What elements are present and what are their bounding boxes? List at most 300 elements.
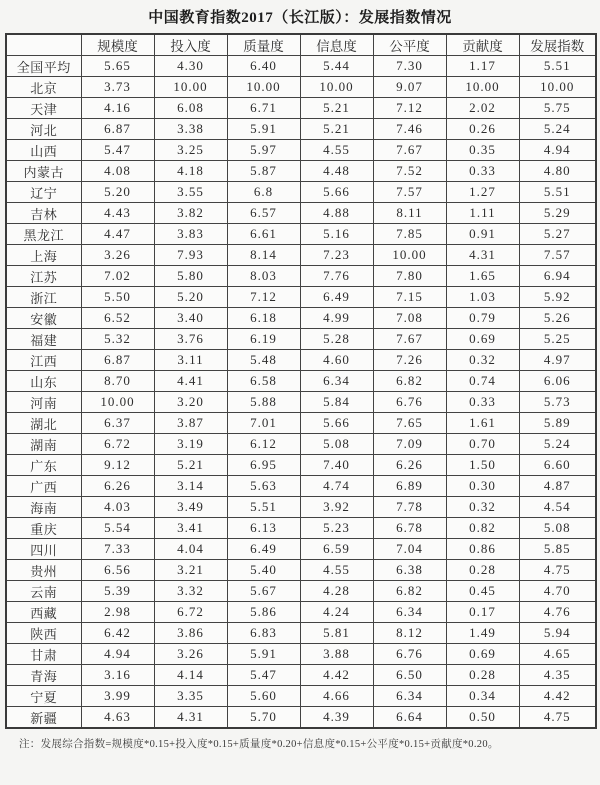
- value-cell: 6.94: [519, 266, 596, 287]
- value-cell: 0.50: [446, 707, 519, 729]
- value-cell: 5.94: [519, 623, 596, 644]
- value-cell: 4.88: [300, 203, 373, 224]
- row-label-cell: 内蒙古: [6, 161, 81, 182]
- value-cell: 6.13: [227, 518, 300, 539]
- table-row: [6, 686, 596, 707]
- value-cell: 0.69: [446, 644, 519, 665]
- value-cell: 7.26: [373, 350, 446, 371]
- value-cell: 3.55: [154, 182, 227, 203]
- value-cell: 4.43: [81, 203, 154, 224]
- value-cell: 1.61: [446, 413, 519, 434]
- value-cell: 6.89: [373, 476, 446, 497]
- value-cell: 4.54: [519, 497, 596, 518]
- row-label-cell: 河北: [6, 119, 81, 140]
- row-label-cell: 浙江: [6, 287, 81, 308]
- value-cell: 5.47: [81, 140, 154, 161]
- value-cell: 4.28: [300, 581, 373, 602]
- value-cell: 9.12: [81, 455, 154, 476]
- value-cell: 3.35: [154, 686, 227, 707]
- value-cell: 7.67: [373, 140, 446, 161]
- value-cell: 0.28: [446, 665, 519, 686]
- row-label-cell: 新疆: [6, 707, 81, 729]
- column-header: 发展指数: [519, 34, 596, 56]
- value-cell: 5.97: [227, 140, 300, 161]
- value-cell: 5.08: [300, 434, 373, 455]
- value-cell: 6.34: [300, 371, 373, 392]
- value-cell: 4.04: [154, 539, 227, 560]
- value-cell: 6.78: [373, 518, 446, 539]
- row-label-cell: 甘肃: [6, 644, 81, 665]
- value-cell: 10.00: [519, 77, 596, 98]
- value-cell: 6.37: [81, 413, 154, 434]
- value-cell: 5.80: [154, 266, 227, 287]
- value-cell: 4.75: [519, 707, 596, 729]
- value-cell: 6.26: [81, 476, 154, 497]
- value-cell: 4.80: [519, 161, 596, 182]
- column-header: 规模度: [81, 34, 154, 56]
- value-cell: 6.06: [519, 371, 596, 392]
- row-label-cell: 山东: [6, 371, 81, 392]
- value-cell: 1.27: [446, 182, 519, 203]
- value-cell: 7.30: [373, 56, 446, 77]
- value-cell: 6.42: [81, 623, 154, 644]
- value-cell: 5.60: [227, 686, 300, 707]
- value-cell: 5.67: [227, 581, 300, 602]
- table-row: [6, 203, 596, 224]
- value-cell: 5.91: [227, 644, 300, 665]
- value-cell: 4.47: [81, 224, 154, 245]
- value-cell: 1.17: [446, 56, 519, 77]
- table-row: [6, 266, 596, 287]
- value-cell: 5.29: [519, 203, 596, 224]
- row-label-cell: 广西: [6, 476, 81, 497]
- value-cell: 5.21: [154, 455, 227, 476]
- row-label-cell: 北京: [6, 77, 81, 98]
- value-cell: 4.60: [300, 350, 373, 371]
- value-cell: 7.08: [373, 308, 446, 329]
- value-cell: 5.08: [519, 518, 596, 539]
- value-cell: 7.85: [373, 224, 446, 245]
- value-cell: 0.69: [446, 329, 519, 350]
- value-cell: 7.78: [373, 497, 446, 518]
- value-cell: 1.49: [446, 623, 519, 644]
- value-cell: 5.92: [519, 287, 596, 308]
- value-cell: 4.94: [81, 644, 154, 665]
- row-label-cell: 广东: [6, 455, 81, 476]
- header-row: [6, 34, 596, 56]
- value-cell: 5.65: [81, 56, 154, 77]
- value-cell: 3.26: [81, 245, 154, 266]
- value-cell: 7.09: [373, 434, 446, 455]
- row-label-cell: 安徽: [6, 308, 81, 329]
- value-cell: 5.21: [300, 98, 373, 119]
- value-cell: 7.01: [227, 413, 300, 434]
- value-cell: 0.33: [446, 161, 519, 182]
- corner-cell: [6, 34, 81, 56]
- value-cell: 8.12: [373, 623, 446, 644]
- value-cell: 6.87: [81, 119, 154, 140]
- value-cell: 5.89: [519, 413, 596, 434]
- value-cell: 5.85: [519, 539, 596, 560]
- row-label-cell: 宁夏: [6, 686, 81, 707]
- value-cell: 6.18: [227, 308, 300, 329]
- value-cell: 10.00: [227, 77, 300, 98]
- value-cell: 10.00: [373, 245, 446, 266]
- value-cell: 4.94: [519, 140, 596, 161]
- row-label-cell: 湖北: [6, 413, 81, 434]
- table-row: [6, 371, 596, 392]
- value-cell: 3.49: [154, 497, 227, 518]
- value-cell: 1.65: [446, 266, 519, 287]
- value-cell: 10.00: [446, 77, 519, 98]
- value-cell: 4.31: [154, 707, 227, 729]
- value-cell: 5.84: [300, 392, 373, 413]
- value-cell: 5.63: [227, 476, 300, 497]
- value-cell: 8.03: [227, 266, 300, 287]
- value-cell: 6.59: [300, 539, 373, 560]
- value-cell: 6.50: [373, 665, 446, 686]
- row-label-cell: 吉林: [6, 203, 81, 224]
- value-cell: 4.42: [300, 665, 373, 686]
- value-cell: 3.11: [154, 350, 227, 371]
- value-cell: 0.86: [446, 539, 519, 560]
- table-row: [6, 329, 596, 350]
- value-cell: 5.75: [519, 98, 596, 119]
- value-cell: 0.79: [446, 308, 519, 329]
- value-cell: 4.48: [300, 161, 373, 182]
- value-cell: 3.38: [154, 119, 227, 140]
- value-cell: 3.76: [154, 329, 227, 350]
- value-cell: 3.86: [154, 623, 227, 644]
- value-cell: 7.57: [519, 245, 596, 266]
- value-cell: 7.40: [300, 455, 373, 476]
- value-cell: 0.91: [446, 224, 519, 245]
- value-cell: 5.28: [300, 329, 373, 350]
- value-cell: 0.28: [446, 560, 519, 581]
- value-cell: 8.11: [373, 203, 446, 224]
- table-row: [6, 581, 596, 602]
- value-cell: 4.08: [81, 161, 154, 182]
- value-cell: 0.35: [446, 140, 519, 161]
- value-cell: 3.25: [154, 140, 227, 161]
- value-cell: 3.41: [154, 518, 227, 539]
- value-cell: 7.12: [373, 98, 446, 119]
- table-row: [6, 392, 596, 413]
- value-cell: 5.44: [300, 56, 373, 77]
- row-label-cell: 青海: [6, 665, 81, 686]
- value-cell: 5.86: [227, 602, 300, 623]
- table-header: [6, 34, 596, 56]
- value-cell: 5.21: [300, 119, 373, 140]
- value-cell: 0.30: [446, 476, 519, 497]
- value-cell: 4.55: [300, 560, 373, 581]
- value-cell: 4.35: [519, 665, 596, 686]
- column-header: 公平度: [373, 34, 446, 56]
- table-row: [6, 56, 596, 77]
- table-row: [6, 77, 596, 98]
- value-cell: 0.45: [446, 581, 519, 602]
- table-row: [6, 413, 596, 434]
- table-row: [6, 602, 596, 623]
- value-cell: 4.16: [81, 98, 154, 119]
- value-cell: 1.03: [446, 287, 519, 308]
- value-cell: 6.72: [154, 602, 227, 623]
- value-cell: 5.70: [227, 707, 300, 729]
- value-cell: 4.75: [519, 560, 596, 581]
- row-label-cell: 河南: [6, 392, 81, 413]
- value-cell: 4.55: [300, 140, 373, 161]
- value-cell: 1.11: [446, 203, 519, 224]
- value-cell: 6.12: [227, 434, 300, 455]
- value-cell: 4.39: [300, 707, 373, 729]
- value-cell: 5.23: [300, 518, 373, 539]
- value-cell: 5.27: [519, 224, 596, 245]
- value-cell: 0.26: [446, 119, 519, 140]
- value-cell: 6.95: [227, 455, 300, 476]
- table-row: [6, 350, 596, 371]
- table-row: [6, 665, 596, 686]
- value-cell: 7.76: [300, 266, 373, 287]
- value-cell: 7.33: [81, 539, 154, 560]
- table-row: [6, 182, 596, 203]
- value-cell: 7.52: [373, 161, 446, 182]
- value-cell: 5.20: [154, 287, 227, 308]
- value-cell: 5.40: [227, 560, 300, 581]
- value-cell: 10.00: [81, 392, 154, 413]
- value-cell: 6.56: [81, 560, 154, 581]
- value-cell: 6.58: [227, 371, 300, 392]
- value-cell: 5.24: [519, 434, 596, 455]
- column-header: 信息度: [300, 34, 373, 56]
- table-body: [6, 56, 596, 729]
- value-cell: 4.30: [154, 56, 227, 77]
- value-cell: 4.87: [519, 476, 596, 497]
- value-cell: 4.41: [154, 371, 227, 392]
- value-cell: 3.83: [154, 224, 227, 245]
- table-row: [6, 497, 596, 518]
- value-cell: 3.92: [300, 497, 373, 518]
- value-cell: 7.12: [227, 287, 300, 308]
- value-cell: 6.8: [227, 182, 300, 203]
- value-cell: 7.65: [373, 413, 446, 434]
- table-row: [6, 245, 596, 266]
- row-label-cell: 福建: [6, 329, 81, 350]
- table-row: [6, 308, 596, 329]
- value-cell: 5.47: [227, 665, 300, 686]
- value-cell: 3.82: [154, 203, 227, 224]
- value-cell: 9.07: [373, 77, 446, 98]
- value-cell: 6.76: [373, 644, 446, 665]
- value-cell: 5.39: [81, 581, 154, 602]
- value-cell: 2.02: [446, 98, 519, 119]
- value-cell: 1.50: [446, 455, 519, 476]
- table-row: [6, 476, 596, 497]
- value-cell: 6.52: [81, 308, 154, 329]
- row-label-cell: 黑龙江: [6, 224, 81, 245]
- table-row: [6, 539, 596, 560]
- table-row: [6, 707, 596, 729]
- value-cell: 3.88: [300, 644, 373, 665]
- row-label-cell: 江西: [6, 350, 81, 371]
- row-label-cell: 四川: [6, 539, 81, 560]
- table-row: [6, 560, 596, 581]
- value-cell: 0.32: [446, 350, 519, 371]
- value-cell: 3.14: [154, 476, 227, 497]
- value-cell: 7.23: [300, 245, 373, 266]
- value-cell: 6.40: [227, 56, 300, 77]
- value-cell: 3.19: [154, 434, 227, 455]
- column-header: 投入度: [154, 34, 227, 56]
- row-label-cell: 湖南: [6, 434, 81, 455]
- row-label-cell: 海南: [6, 497, 81, 518]
- value-cell: 7.46: [373, 119, 446, 140]
- value-cell: 4.99: [300, 308, 373, 329]
- value-cell: 6.49: [300, 287, 373, 308]
- value-cell: 8.70: [81, 371, 154, 392]
- value-cell: 6.49: [227, 539, 300, 560]
- value-cell: 4.70: [519, 581, 596, 602]
- value-cell: 5.32: [81, 329, 154, 350]
- table-row: [6, 644, 596, 665]
- value-cell: 6.82: [373, 371, 446, 392]
- column-header: 质量度: [227, 34, 300, 56]
- value-cell: 4.97: [519, 350, 596, 371]
- value-cell: 4.14: [154, 665, 227, 686]
- value-cell: 6.26: [373, 455, 446, 476]
- value-cell: 6.19: [227, 329, 300, 350]
- value-cell: 2.98: [81, 602, 154, 623]
- value-cell: 6.57: [227, 203, 300, 224]
- row-label-cell: 贵州: [6, 560, 81, 581]
- value-cell: 7.57: [373, 182, 446, 203]
- value-cell: 4.76: [519, 602, 596, 623]
- value-cell: 3.16: [81, 665, 154, 686]
- value-cell: 0.70: [446, 434, 519, 455]
- row-label-cell: 陕西: [6, 623, 81, 644]
- value-cell: 6.61: [227, 224, 300, 245]
- value-cell: 6.34: [373, 602, 446, 623]
- value-cell: 4.03: [81, 497, 154, 518]
- value-cell: 5.88: [227, 392, 300, 413]
- column-header: 贡献度: [446, 34, 519, 56]
- value-cell: 5.54: [81, 518, 154, 539]
- value-cell: 4.31: [446, 245, 519, 266]
- value-cell: 7.02: [81, 266, 154, 287]
- value-cell: 0.34: [446, 686, 519, 707]
- value-cell: 6.82: [373, 581, 446, 602]
- table-row: [6, 119, 596, 140]
- value-cell: 5.25: [519, 329, 596, 350]
- value-cell: 6.76: [373, 392, 446, 413]
- value-cell: 3.32: [154, 581, 227, 602]
- value-cell: 4.66: [300, 686, 373, 707]
- value-cell: 5.91: [227, 119, 300, 140]
- value-cell: 8.14: [227, 245, 300, 266]
- value-cell: 4.65: [519, 644, 596, 665]
- value-cell: 5.81: [300, 623, 373, 644]
- row-label-cell: 辽宁: [6, 182, 81, 203]
- value-cell: 5.51: [519, 182, 596, 203]
- table-row: [6, 161, 596, 182]
- row-label-cell: 江苏: [6, 266, 81, 287]
- value-cell: 4.42: [519, 686, 596, 707]
- education-index-table: [5, 33, 597, 729]
- row-label-cell: 重庆: [6, 518, 81, 539]
- table-row: [6, 518, 596, 539]
- value-cell: 5.24: [519, 119, 596, 140]
- value-cell: 5.20: [81, 182, 154, 203]
- value-cell: 6.34: [373, 686, 446, 707]
- table-row: [6, 455, 596, 476]
- row-label-cell: 全国平均: [6, 56, 81, 77]
- value-cell: 6.71: [227, 98, 300, 119]
- table-row: [6, 287, 596, 308]
- table-row: [6, 623, 596, 644]
- table-row: [6, 140, 596, 161]
- value-cell: 5.87: [227, 161, 300, 182]
- value-cell: 6.60: [519, 455, 596, 476]
- value-cell: 5.73: [519, 392, 596, 413]
- value-cell: 0.74: [446, 371, 519, 392]
- value-cell: 3.73: [81, 77, 154, 98]
- table-row: [6, 434, 596, 455]
- value-cell: 0.82: [446, 518, 519, 539]
- value-cell: 5.66: [300, 182, 373, 203]
- value-cell: 0.32: [446, 497, 519, 518]
- value-cell: 7.04: [373, 539, 446, 560]
- value-cell: 4.18: [154, 161, 227, 182]
- value-cell: 5.16: [300, 224, 373, 245]
- value-cell: 5.51: [519, 56, 596, 77]
- row-label-cell: 云南: [6, 581, 81, 602]
- value-cell: 7.15: [373, 287, 446, 308]
- value-cell: 7.80: [373, 266, 446, 287]
- row-label-cell: 山西: [6, 140, 81, 161]
- value-cell: 5.50: [81, 287, 154, 308]
- row-label-cell: 天津: [6, 98, 81, 119]
- value-cell: 5.48: [227, 350, 300, 371]
- value-cell: 5.66: [300, 413, 373, 434]
- table-row: [6, 98, 596, 119]
- table-row: [6, 224, 596, 245]
- value-cell: 6.87: [81, 350, 154, 371]
- value-cell: 3.40: [154, 308, 227, 329]
- value-cell: 3.99: [81, 686, 154, 707]
- row-label-cell: 西藏: [6, 602, 81, 623]
- value-cell: 7.93: [154, 245, 227, 266]
- value-cell: 3.21: [154, 560, 227, 581]
- value-cell: 3.26: [154, 644, 227, 665]
- value-cell: 10.00: [154, 77, 227, 98]
- row-label-cell: 上海: [6, 245, 81, 266]
- value-cell: 5.26: [519, 308, 596, 329]
- value-cell: 3.20: [154, 392, 227, 413]
- value-cell: 6.72: [81, 434, 154, 455]
- page-title: 中国教育指数2017（长江版）：发展指数情况: [148, 10, 452, 26]
- value-cell: 7.67: [373, 329, 446, 350]
- value-cell: 6.83: [227, 623, 300, 644]
- value-cell: 6.38: [373, 560, 446, 581]
- value-cell: 6.64: [373, 707, 446, 729]
- value-cell: 5.51: [227, 497, 300, 518]
- value-cell: 6.08: [154, 98, 227, 119]
- value-cell: 4.24: [300, 602, 373, 623]
- value-cell: 10.00: [300, 77, 373, 98]
- value-cell: 0.17: [446, 602, 519, 623]
- value-cell: 0.33: [446, 392, 519, 413]
- value-cell: 4.63: [81, 707, 154, 729]
- footnote: 注：发展综合指数=规模度*0.15+投入度*0.15+质量度*0.20+信息度*0.15+公平度*0.15+贡献度*0.20。: [19, 739, 499, 750]
